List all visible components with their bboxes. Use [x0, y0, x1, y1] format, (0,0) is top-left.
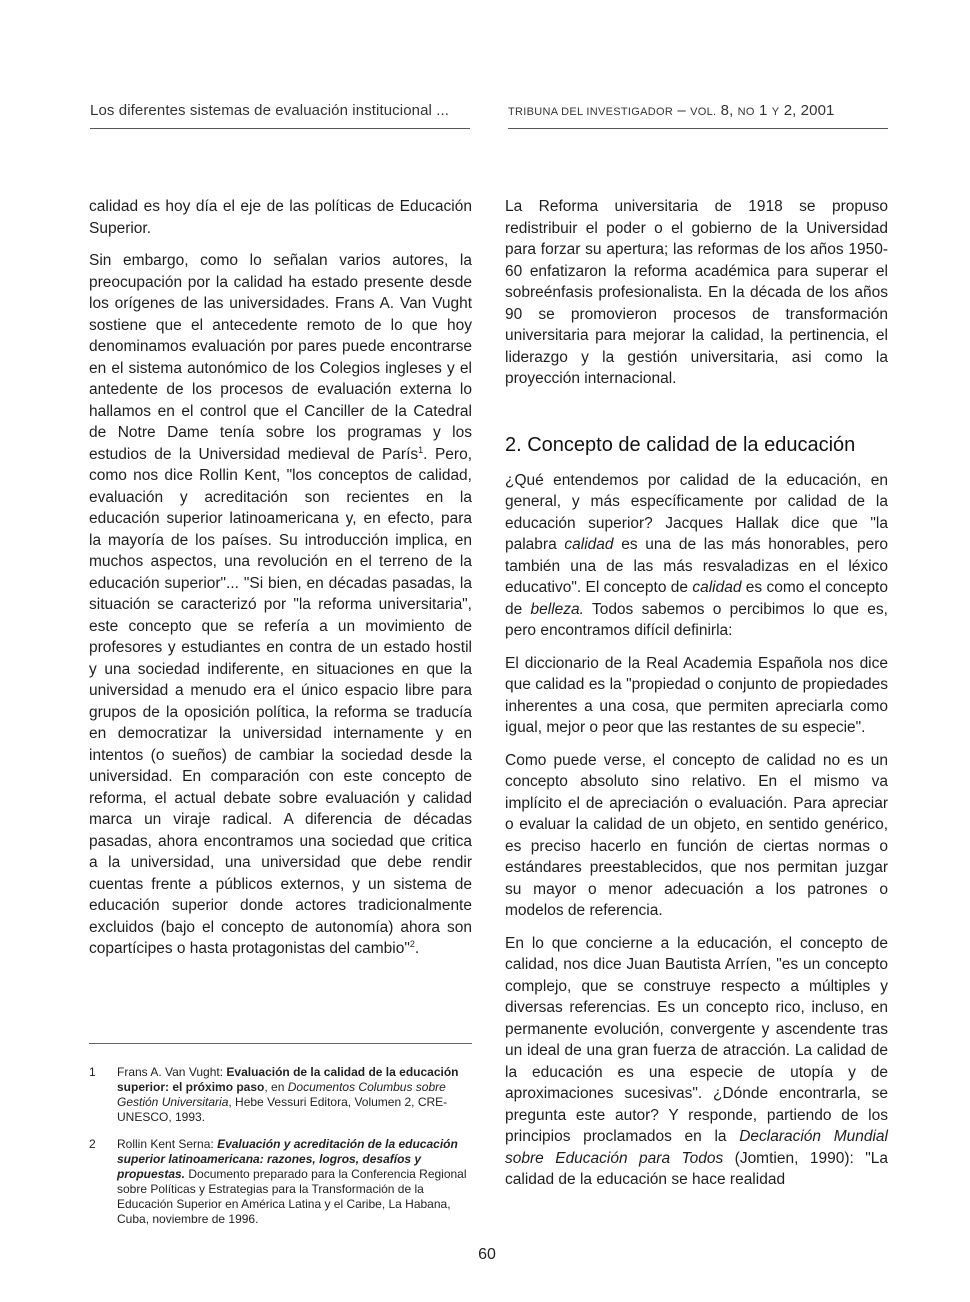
- paragraph: Sin embargo, como lo señalan varios autores, la preocupación por la calidad ha estado presente desde los orígenes de las universidades. Frans A. Van Vught sostiene que el antecedente remoto de lo que hoy denominamos evaluación por pares puede encontrarse en el sistema autonómico de los Colegios ingleses y el antedente de los procesos de evaluación externa lo hallamos en el control que el Canciller de la Catedral de Notre Dame tenía sobre los programas y los estudios de la Universidad medieval de París$^1$. Pero, como nos dice Rollin Kent, "los conceptos de calidad, evaluación y acreditación son recientes en la educación superior latinoamericana y, en efecto, para la mayoría de los países. Su introducción implica, en muchos aspectos, una revolución en el terreno de la educación superior"... "Si bien, en décadas pasadas, la situación se caracterizó por "la reforma universitaria", este concepto que se refería a un movimiento de profesores y estudiantes en contra de un estado hostil y una sociedad indiferente, en situaciones en que la universidad a menudo era el único espacio libre para grupos de la oposición política, la reforma se traducía en democratizar la universidad internamente y en intentos (o sueños) de cambiar la sociedad desde la universidad. En comparación con este concepto de reforma, el actual debate sobre evaluación y calidad marca un viraje radical. A diferencia de décadas pasadas, ahora encontramos una sociedad que critica a la universidad, una universidad que debe rendir cuentas frente a públicos externos, y un sistema de educación superior donde actores tradicionalmente excluidos (bajo el concepto de autonomía) ahora son copartícipes o hasta protagonistas del cambio"$^2$.: [89, 252, 472, 957]
- volume-label: VOL.: [690, 106, 717, 118]
- footnote-ref[interactable]: 2: [409, 938, 415, 949]
- footnote-text: Frans A. Van Vught: Evaluación de la calidad de la educación superior: el próximo paso, en Documentos Columbus sobre Gestión Universitaria, Hebe Vessuri Editora, Volumen 2, CRE-UNESCO, 1993.: [117, 1065, 459, 1124]
- footnote-ref[interactable]: 1: [418, 444, 424, 455]
- running-header-journal: TRIBUNA DEL INVESTIGADOR – VOL. 8, NO 1 Y 2, 2001: [508, 102, 835, 119]
- page-number: 60: [478, 1246, 496, 1263]
- paragraph: La Reforma universitaria de 1918 se propuso redistribuir el poder o el gobierno de la Universidad para forzar su apertura; las reformas de los años 1950-60 enfatizaron la reforma académica para superar el sobreénfasis profesionalista. En la década de los años 90 se promovieron procesos de transformación universitaria para mejorar la calidad, la pertinencia, el liderazgo y la gestión universitaria, asi como la proyección internacional.: [505, 198, 888, 387]
- header-rule-left: [90, 128, 470, 129]
- volume-number: 8,: [720, 102, 734, 119]
- section-heading: 2. Concepto de calidad de la educación: [505, 433, 856, 456]
- header-rule-right: [508, 128, 888, 129]
- left-column: [89, 196, 472, 971]
- journal-name: TRIBUNA DEL INVESTIGADOR: [508, 106, 674, 118]
- issue-label: NO: [737, 106, 755, 118]
- footnote: [89, 1065, 472, 1125]
- issue-number: 1: [759, 102, 768, 119]
- footnote-number: 1: [89, 1065, 96, 1079]
- footnote-text: Rollin Kent Serna: Evaluación y acreditación de la educación superior latinoamericana: razones, logros, desafíos y propuestas. Documento preparado para la Conferencia Regional sobre Políticas y Estrategias para la Transformación de la Educación Superior en América Latina y el Caribe, La Habana, Cuba, noviembre de 1996.: [117, 1137, 467, 1226]
- issue-year: 2, 2001: [783, 102, 835, 119]
- paragraph: El diccionario de la Real Academia Española nos dice que calidad es la "propiedad o conjunto de propiedades inherentes a una cosa, que permiten apreciarla como igual, mejor o peor que las restantes de su especie".: [505, 654, 888, 736]
- footnote-divider: [89, 1043, 472, 1044]
- issue-conjunction: Y: [771, 106, 780, 118]
- paragraph: calidad es hoy día el eje de las políticas de Educación Superior.: [89, 198, 472, 237]
- footnote: [89, 1137, 472, 1227]
- paragraph: En lo que concierne a la educación, el concepto de calidad, nos dice Juan Bautista Arríen, "es un concepto complejo, que se construye respecto a múltiples y diversas referencias. Es un concepto rico, incluso, en permanente evolución, convergente y ascendente tras un ideal de una gran fuerza de atracción. La calidad de la educación es una especie de utopía y de aproximaciones sucesivas". ¿Dónde encontrarla, se pregunta este autor? Y responde, partiendo de los principios proclamados en la Declaración Mundial sobre Educación para Todos (Jomtien, 1990): "La calidad de la educación se hace realidad: [505, 934, 888, 1188]
- right-column: [505, 196, 888, 1202]
- paragraph: ¿Qué entendemos por calidad de la educación, en general, y más específicamente por calidad de la educación superior? Jacques Hallak dice que "la palabra calidad es una de las más honorables, pero también una de las más resvaladizas en el léxico educativo". El concepto de calidad es como el concepto de belleza. Todos sabemos o percibimos lo que es, pero encontramos difícil definirla:: [505, 471, 888, 639]
- footnote-number: 2: [89, 1137, 96, 1151]
- paragraph: Como puede verse, el concepto de calidad no es un concepto absoluto sino relativo. En el mismo va implícito el de apreciación o evaluación. Para apreciar o evaluar la calidad de un objeto, en sentido genérico, es preciso hacerlo en función de ciertas normas o estándares preestablecidos, que nos permitan juzgar su mayor o menor adecuación a los patrones o modelos de referencia.: [505, 751, 888, 919]
- running-header-title: Los diferentes sistemas de evaluación institucional ...: [90, 102, 450, 119]
- footnotes: [89, 1065, 472, 1239]
